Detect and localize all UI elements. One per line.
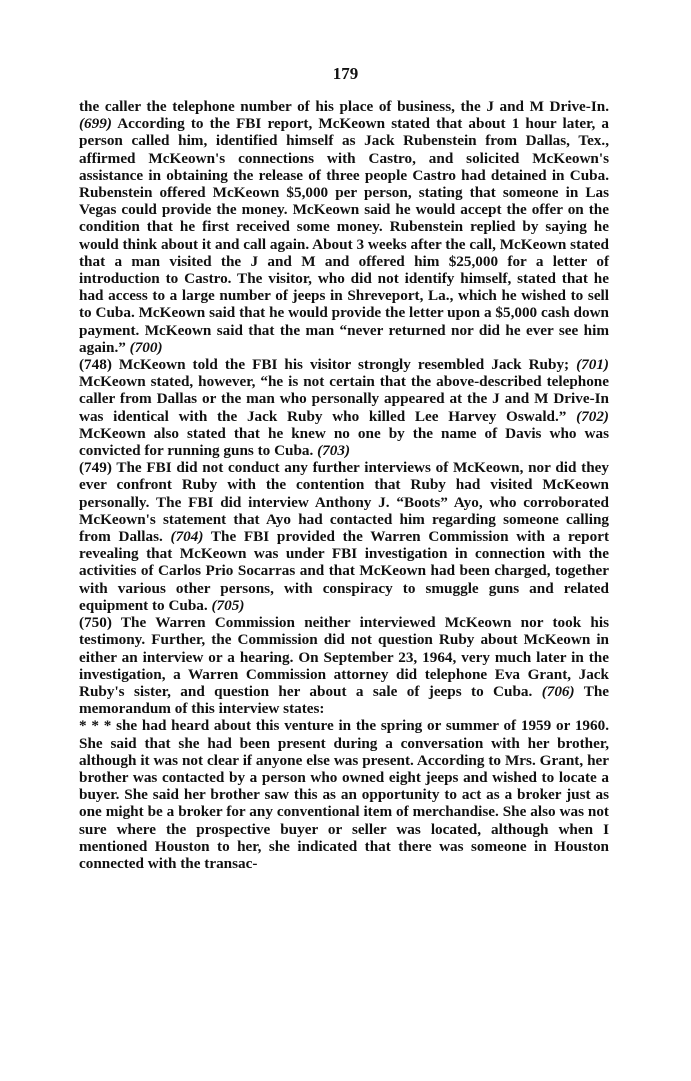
paragraph-continuation <box>79 98 609 356</box>
footnote-ref-706: (706) <box>541 682 575 700</box>
page-body <box>79 98 609 872</box>
page-number: 179 <box>332 64 359 83</box>
text-run: The memorandum of this interview states: <box>79 682 610 718</box>
paragraph-748 <box>79 356 609 459</box>
footnote-ref-701: (701) <box>576 356 609 374</box>
text-run: McKeown stated, however, “he is not certain that the above-described telephone caller from Dallas or the man who personally appeared at the J and M Drive-In was identical with the Jack Ruby who killed Lee Harvey Oswald.” <box>79 373 609 425</box>
text-run: (749) The FBI did not conduct any further interviews of McKeown, nor did they ever confront Ruby with the contention that Ruby had visited McKeown personally. The FBI did interview Anthony J. “Boots” Ayo, who corroborated McKeown's statement that Ayo had contacted him regarding someone calling from Dallas. <box>79 459 609 546</box>
block-quote: * * * she had heard about this venture in the spring or summer of 1959 or 1960. She said that she had been present during a conversation with her brother, although it was not clear if anyone else was present. According to Mrs. Grant, her brother was contacted by a person who owned eight jeeps and wished to locate a buyer. She said her brother saw this as an opportunity to act as a broker just as one might be a broker for any conventional item of merchandise. She also was not sure where the prospective buyer or seller was located, although when I mentioned Houston to her, she indicated that there was someone in Houston connected with the transac- <box>79 717 609 872</box>
text-run: (750) The Warren Commission neither interviewed McKeown nor took his testimony. Further, the Commission did not question Ruby about McKeown in either an interview or a hearing. On September 23, 1964, very much later in the investigation, a Warren Commission attorney did telephone Eva Grant, Jack Ruby's sister, and question her about a sale of jeeps to Cuba. <box>79 614 609 700</box>
text-run: McKeown also stated that he knew no one by the name of Davis who was convicted for running guns to Cuba. <box>79 424 609 460</box>
text-run: (748) McKeown told the FBI his visitor strongly resembled Jack Ruby; <box>79 356 577 374</box>
footnote-ref-703: (703) <box>317 442 351 460</box>
text-run: The FBI provided the Warren Commission with a report revealing that McKeown was under FBI investigation in connection with the activities of Carlos Prio Socarras and that McKeown had been charged, together with various other persons, with conspiracy to smuggle guns and related equipment to Cuba. <box>79 528 609 614</box>
paragraph-750 <box>79 614 609 717</box>
footnote-ref-705: (705) <box>211 596 245 614</box>
text-run: the caller the telephone number of his place of business, the J and M Drive-In. <box>79 98 609 115</box>
text-run: According to the FBI report, McKeown stated that about 1 hour later, a person called him, identified himself as Jack Rubenstein from Dallas, Tex., affirmed McKeown's connections with Castro, and solicited McKeown's assistance in obtaining the release of three people Castro had detained in Cuba. Rubenstein offered McKeown $5,000 per person, stating that someone in Las Vegas could provide the money. McKeown said he would accept the offer on the condition that he first received some money. Rubenstein replied by saying he would think about it and call again. About 3 weeks after the call, McKeown stated that a man visited the J and M and offered him $25,000 for a letter of introduction to Castro. The visitor, who did not identify himself, stated that he had access to a large number of jeeps in Shreveport, La., which he wished to sell to Cuba. McKeown said that he would provide the letter upon a $5,000 cash down payment. McKeown said that the man “never returned nor did he ever see him again.” <box>79 115 609 356</box>
footnote-ref-702: (702) <box>576 407 609 425</box>
footnote-ref-700: (700) <box>129 338 163 356</box>
footnote-ref-699: (699) <box>79 115 112 133</box>
paragraph-749 <box>79 459 609 614</box>
footnote-ref-704: (704) <box>170 528 204 546</box>
